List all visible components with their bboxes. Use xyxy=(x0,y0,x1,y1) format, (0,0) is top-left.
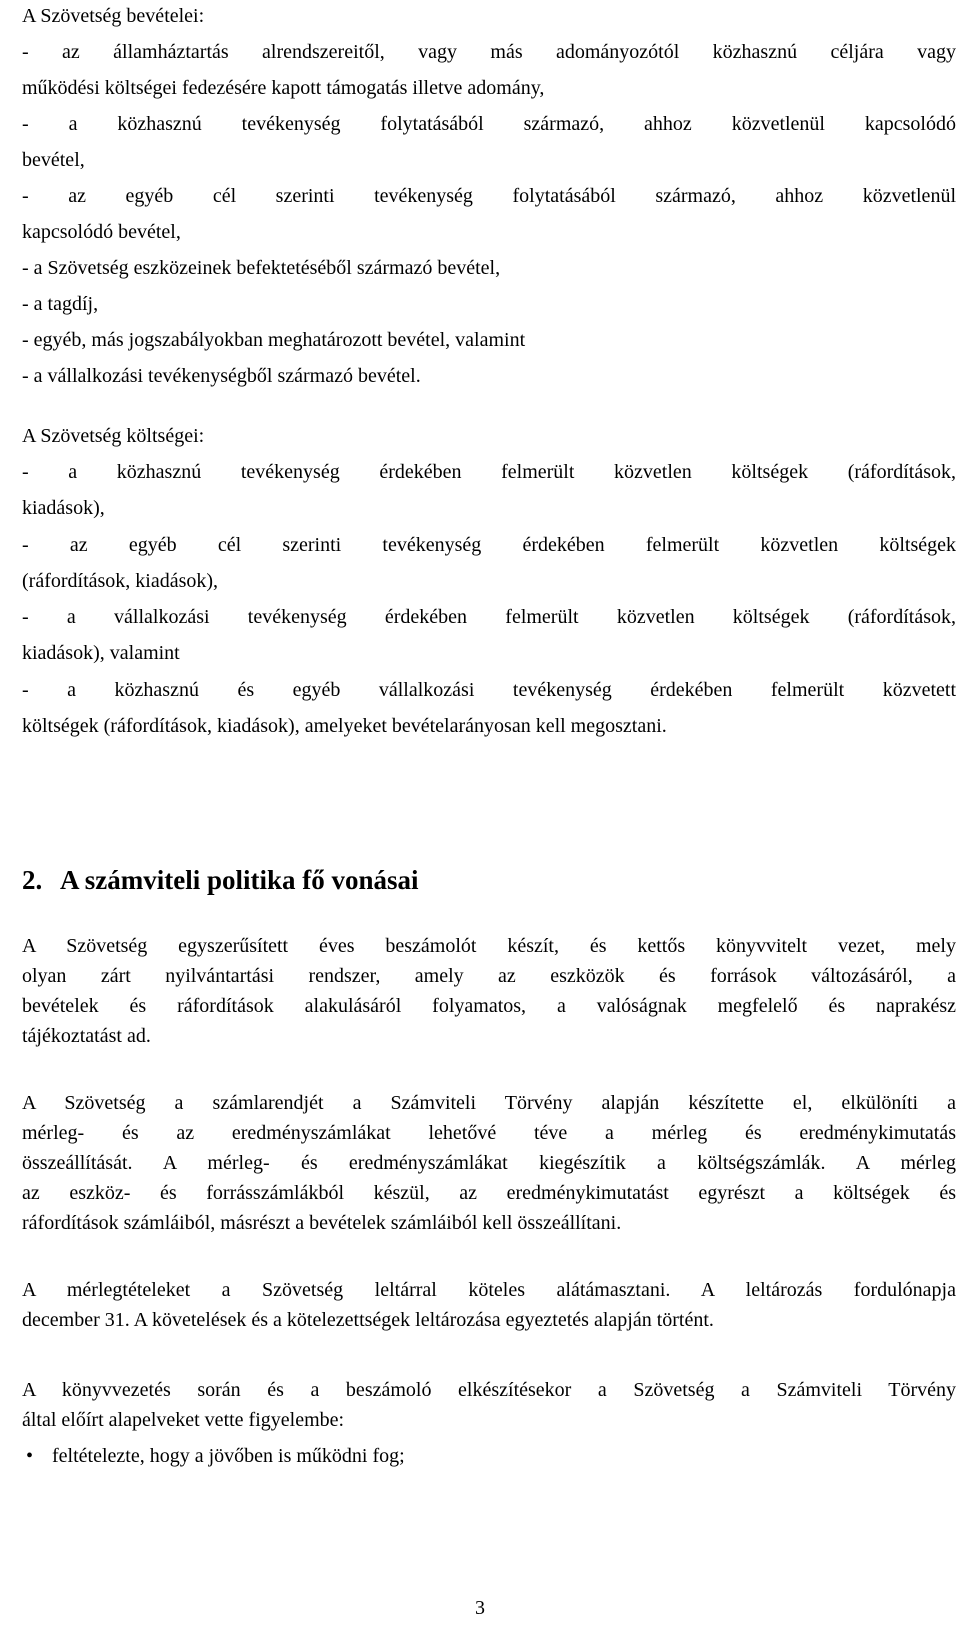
costs-line: kiadások), valamint xyxy=(22,642,180,664)
section-heading-title: A számviteli politika fő vonásai xyxy=(60,865,419,895)
income-line: - az egyéb cél szerinti tevékenység folytatásából származó, ahhoz közvetlenül xyxy=(22,185,956,207)
paragraph-line: olyan zárt nyilvántartási rendszer, amely az eszközök és források változásáról, a xyxy=(22,965,956,987)
income-section-title: A Szövetség bevételei: xyxy=(22,5,205,27)
bullet-symbol: • xyxy=(26,1445,34,1467)
costs-line: - a közhasznú és egyéb vállalkozási tevékenység érdekében felmerült közvetett xyxy=(22,679,956,701)
page-number: 3 xyxy=(475,1597,485,1619)
paragraph-line: A Szövetség a számlarendjét a Számviteli Törvény alapján készítette el, elkülöníti a xyxy=(22,1092,956,1114)
income-line: kapcsolódó bevétel, xyxy=(22,221,181,243)
income-line: bevétel, xyxy=(22,149,85,171)
paragraph-line: összeállítását. A mérleg- és eredményszámlákat kiegészítik a költségszámlák. A mérleg xyxy=(22,1152,956,1174)
paragraph-line: az eszköz- és forrásszámlákból készül, az eredménykimutatást egyrészt a költségek és xyxy=(22,1182,956,1204)
section-heading-number: 2. xyxy=(22,865,43,895)
costs-line: (ráfordítások, kiadások), xyxy=(22,570,219,592)
income-line: - a közhasznú tevékenység folytatásából származó, ahhoz közvetlenül kapcsolódó xyxy=(22,113,956,135)
costs-line: - a közhasznú tevékenység érdekében felmerült közvetlen költségek (ráfordítások, xyxy=(22,461,956,483)
paragraph-line: A mérlegtételeket a Szövetség leltárral köteles alátámasztani. A leltározás fordulónapja xyxy=(22,1279,956,1301)
income-line: - a Szövetség eszközeinek befektetéséből származó bevétel, xyxy=(22,257,501,279)
income-line: - egyéb, más jogszabályokban meghatározott bevétel, valamint xyxy=(22,329,526,351)
income-line: - az államháztartás alrendszereitől, vagy más adományozótól közhasznú céljára vagy xyxy=(22,41,956,63)
section-heading xyxy=(22,862,419,898)
paragraph-line: bevételek és ráfordítások alakulásáról folyamatos, a valóságnak megfelelő és naprakész xyxy=(22,995,956,1017)
bullet-text: feltételezte, hogy a jövőben is működni fog; xyxy=(52,1445,405,1467)
costs-line: kiadások), xyxy=(22,497,105,519)
costs-line: költségek (ráfordítások, kiadások), amelyeket bevételarányosan kell megosztani. xyxy=(22,715,667,737)
costs-line: - a vállalkozási tevékenység érdekében felmerült közvetlen költségek (ráfordítások, xyxy=(22,606,956,628)
bullet-list-item xyxy=(22,1444,405,1468)
paragraph-line: ráfordítások számláiból, másrészt a bevételek számláiból kell összeállítani. xyxy=(22,1212,622,1234)
income-line: - a tagdíj, xyxy=(22,293,99,315)
income-line: - a vállalkozási tevékenységből származó bevétel. xyxy=(22,365,421,387)
paragraph-line: mérleg- és az eredményszámlákat lehetővé téve a mérleg és eredménykimutatás xyxy=(22,1122,956,1144)
paragraph-line: A könyvvezetés során és a beszámoló elkészítésekor a Szövetség a Számviteli Törvény xyxy=(22,1379,956,1401)
costs-line: - az egyéb cél szerinti tevékenység érdekében felmerült közvetlen költségek xyxy=(22,534,956,556)
paragraph-line: által előírt alapelveket vette figyelembe: xyxy=(22,1409,345,1431)
paragraph-line: A Szövetség egyszerűsített éves beszámolót készít, és kettős könyvvitelt vezet, mely xyxy=(22,935,956,957)
paragraph-line: tájékoztatást ad. xyxy=(22,1025,151,1047)
paragraph-line: december 31. A követelések és a kötelezettségek leltározása egyeztetés alapján történt. xyxy=(22,1309,714,1331)
costs-section-title: A Szövetség költségei: xyxy=(22,425,205,447)
income-line: működési költségei fedezésére kapott támogatás illetve adomány, xyxy=(22,77,545,99)
